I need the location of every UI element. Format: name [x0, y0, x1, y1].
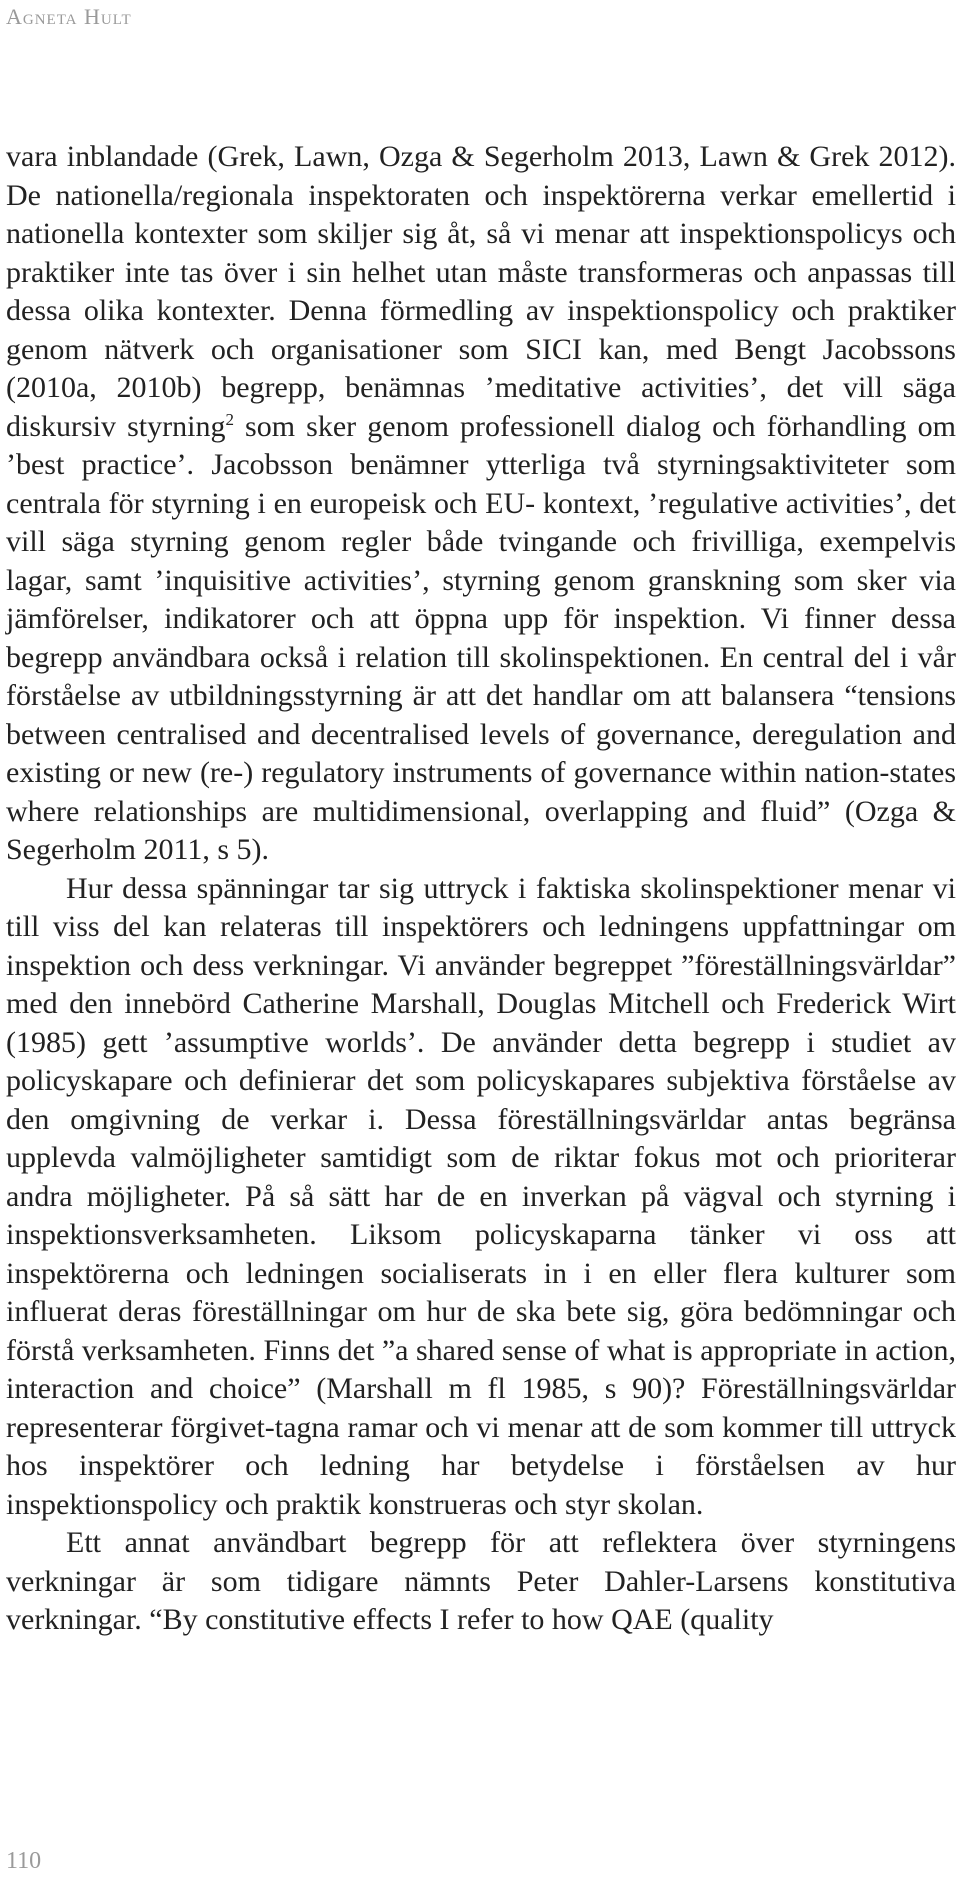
paragraph-1-start: vara inblandade (Grek, Lawn, Ozga & Segerholm 2013, Lawn & Grek 2012). De nationella/regionala inspektoraten och inspektörerna verkar emellertid i nationella kontexter som skiljer sig åt, så vi menar att inspektionspolicys och praktiker inte tas över i sin helhet utan måste transformeras och anpassas till dessa olika kontexter. Denna förmedling av inspektionspolicy och praktiker genom nätverk och organisationer som SICI kan, med Bengt Jacobssons (2010a, 2010b) begrepp, benämnas ’meditative activities’, det vill säga diskursiv styrning: [6, 140, 956, 443]
page-number: 110: [6, 1848, 42, 1874]
running-head: Agneta Hult: [6, 4, 132, 29]
paragraph-1: [6, 138, 956, 870]
paragraph-3: Ett annat användbart begrepp för att reflektera över styrningens verkningar är som tidigare nämnts Peter Dahler-Larsens konstitutiva verkningar. “By constitutive effects I refer to how QAE (quality: [6, 1526, 956, 1636]
paragraph-1-end: som sker genom professionell dialog och förhandling om ’best practice’. Jacobsson benämner ytterliga två styrningsaktiviteter som centrala för styrning i en europeisk och EU- kontext, ’regulative activities’, det vill säga styrning genom regler både tvingande och frivilliga, exempelvis lagar, samt ’inquisitive activities’, styrning genom granskning som sker via jämförelser, indikatorer och att öppna upp för inspektion. Vi finner dessa begrepp användbara också i relation till skolinspektionen. En central del i vår förståelse av utbildningsstyrning är att det handlar om att balansera “tensions between centralised and decentralised levels of governance, deregulation and existing or new (re-) regulatory instruments of governance within nation-states where relationships are multidimensional, overlapping and fluid” (Ozga & Segerholm 2011, s 5).: [6, 409, 956, 866]
footnote-marker: 2: [225, 409, 234, 429]
body-text: [6, 138, 956, 1640]
paragraph-2: Hur dessa spänningar tar sig uttryck i faktiska skolinspektioner menar vi till viss del kan relateras till inspektörers och ledningens uppfattningar om inspektion och dess verkningar. Vi använder begreppet ”föreställningsvärldar” med den innebörd Catherine Marshall, Douglas Mitchell och Frederick Wirt (1985) gett ’assumptive worlds’. De använder detta begrepp i studiet av policyskapare och definierar det som policyskapares subjektiva förståelse av den omgivning de verkar i. Dessa föreställningsvärldar antas begränsa upplevda valmöjligheter samtidigt som de riktar fokus mot och prioriterar andra möjligheter. På så sätt har de en inverkan på vägval och styrning i inspektionsverksamheten. Liksom policyskaparna tänker vi oss att inspektörerna och ledningen socialiserats in i en eller flera kulturer som influerat deras föreställningar om hur de ska bete sig, göra bedömningar och förstå verksamheten. Finns det ”a shared sense of what is appropriate in action, interaction and choice” (Marshall m fl 1985, s 90)? Föreställningsvärldar representerar förgivet-tagna ramar och vi menar att de som kommer till uttryck hos inspektörer och ledning har betydelse i förståelsen av hur inspektionspolicy och praktik konstrueras och styr skolan.: [6, 871, 956, 1521]
